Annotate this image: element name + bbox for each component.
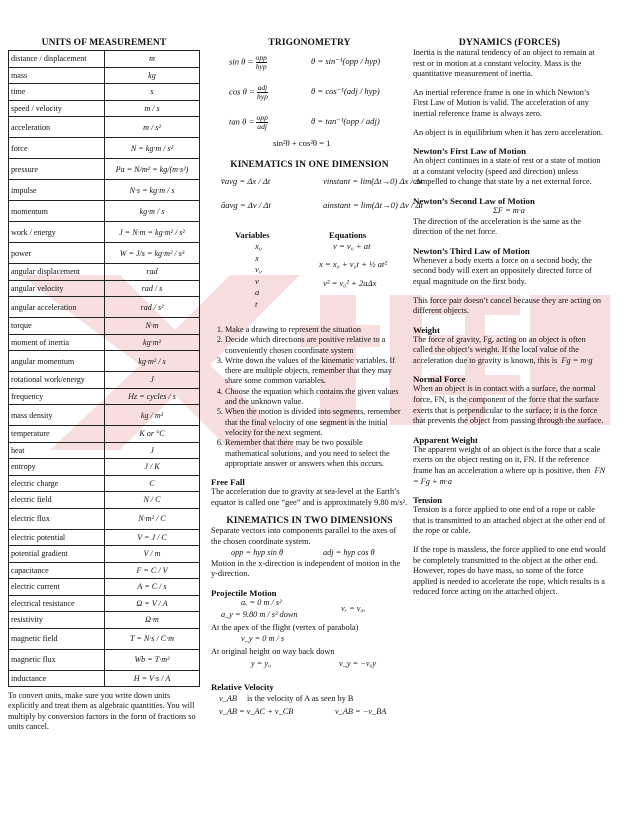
- tension-text2: If the rope is massless, the force applied to one end would be completely transmitted to the object at the other end. However, ropes do have mass, so some of the force applied is needed to accelerate the rope, which results is a reduced force acting on the attached object.: [413, 545, 606, 597]
- pythagorean-identity: sin²θ + cos²θ = 1: [273, 138, 331, 148]
- projectile-title: Projectile Motion: [211, 587, 277, 598]
- units-row: [9, 492, 200, 509]
- eq-1: v = v₀ + at: [333, 241, 371, 251]
- apparent-eq: FN = Fg + m·a: [413, 466, 606, 486]
- asin-eq: θ = sin⁻¹(opp / hyp): [311, 56, 381, 66]
- units-row: [9, 138, 200, 159]
- units-row: [9, 475, 200, 492]
- units-quantity: time: [9, 84, 105, 101]
- aavg-eq: āavg = Δv / Δt: [221, 200, 271, 210]
- law3-title: Newton’s Third Law of Motion: [413, 245, 530, 256]
- vab-desc: is the velocity of A as seen by B: [247, 693, 354, 703]
- kin-step: 2. Decide which directions are positive relative to a conveniently chosen coordinate system: [225, 335, 408, 356]
- kin-variable: x₀: [255, 241, 262, 251]
- law1-text: An object continues in a state of rest or a state of motion at a constant velocity (speed and direction) unless compelled to change that state by a net external force.: [413, 156, 601, 187]
- equilibrium-text: An object is in equilibrium when it has zero acceleration.: [413, 127, 603, 137]
- units-unit: F = C / V: [105, 562, 200, 579]
- units-quantity: mass: [9, 67, 105, 84]
- units-quantity: electrical resistance: [9, 595, 105, 612]
- units-quantity: heat: [9, 442, 105, 459]
- atan-eq: θ = tan⁻¹(opp / adj): [311, 116, 380, 126]
- vavg-eq: v̄avg = Δx / Δt: [221, 176, 271, 186]
- adj-eq: adj = hyp cos θ: [323, 547, 375, 557]
- units-quantity: pressure: [9, 159, 105, 180]
- units-unit: J = N·m = kg·m² / s²: [105, 222, 200, 243]
- units-quantity: inductance: [9, 670, 105, 687]
- law2-eq: ΣF = m·a: [493, 205, 525, 215]
- units-quantity: angular velocity: [9, 280, 105, 297]
- units-row: [9, 546, 200, 563]
- kin-step: 3. Write down the values of the kinematic variables. If there are multiple objects, remember that they may share some common variables.: [225, 356, 408, 387]
- units-unit: H = V·s / A: [105, 670, 200, 687]
- units-unit: N / C: [105, 492, 200, 509]
- normal-text: When an object is in contact with a surface, the normal force, FN, is the component of the force that the surface exerts that is perpendicular to the surface; it is the force that prevents the object from passing through the surface.: [413, 384, 604, 426]
- ay-eq: a_y = 9.80 m / s² down: [221, 609, 298, 619]
- law3-note: This force pair doesn’t cancel because they are acting on different objects.: [413, 295, 602, 316]
- units-column: [8, 38, 200, 733]
- weight-eq: Fg = m·g: [561, 355, 593, 365]
- units-unit: K or °C: [105, 426, 200, 443]
- units-unit: C: [105, 475, 200, 492]
- kin2-text2: Motion in the x-direction is independent of motion in the y-direction.: [211, 558, 401, 579]
- kinematics-column: [211, 38, 423, 726]
- units-unit: Ω·m: [105, 612, 200, 629]
- units-quantity: impulse: [9, 180, 105, 201]
- units-quantity: work / energy: [9, 222, 105, 243]
- tension-title: Tension: [413, 495, 443, 506]
- units-unit: J: [105, 442, 200, 459]
- trig-title: TRIGONOMETRY: [268, 38, 351, 48]
- freefall-title: Free Fall: [211, 477, 245, 488]
- units-row: [9, 595, 200, 612]
- units-row: [9, 159, 200, 180]
- units-table: [8, 50, 200, 687]
- units-row: [9, 201, 200, 222]
- units-unit: Hz = cycles / s: [105, 388, 200, 405]
- units-row: [9, 649, 200, 670]
- units-unit: N·s = kg·m / s: [105, 180, 200, 201]
- kin1-title: KINEMATICS IN ONE DIMENSION: [230, 160, 389, 170]
- kin-variable: v: [255, 275, 259, 286]
- ax-eq: aₓ = 0 m / s²: [241, 597, 282, 607]
- units-row: [9, 264, 200, 281]
- frame-text: An inertial reference frame is one in which Newton’s First Law of Motion is valid. The acceleration of any inertial reference frame is always zero.: [413, 87, 590, 118]
- ground-text: At original height on way back down: [211, 646, 335, 656]
- units-unit: m / s: [105, 100, 200, 117]
- vinst-eq: vinstant = lim(Δt→0) Δx / Δt: [323, 176, 423, 186]
- units-unit: kg / m³: [105, 405, 200, 426]
- units-quantity: temperature: [9, 426, 105, 443]
- units-unit: A = C / s: [105, 579, 200, 596]
- units-title: UNITS OF MEASUREMENT: [41, 38, 167, 48]
- units-quantity: force: [9, 138, 105, 159]
- vab-neg: v_AB = −v_BA: [335, 706, 387, 716]
- units-quantity: angular acceleration: [9, 297, 105, 318]
- vars-head: Variables: [235, 230, 270, 240]
- kin-variable: a: [255, 287, 260, 297]
- law2-title: Newton’s Second Law of Motion: [413, 195, 535, 206]
- kin1-definitions: [211, 170, 423, 230]
- units-unit: Wb = T·m²: [105, 649, 200, 670]
- units-unit: J: [105, 372, 200, 389]
- tan-label: tan θ =: [229, 116, 255, 127]
- units-unit: rad: [105, 264, 200, 281]
- weight-title: Weight: [413, 324, 440, 335]
- units-quantity: frequency: [9, 388, 105, 405]
- units-row: [9, 100, 200, 117]
- units-row: [9, 579, 200, 596]
- units-row: [9, 243, 200, 264]
- cos-label: cos θ =: [229, 86, 255, 97]
- kin-step: 5. When the motion is divided into segments, remember that the final velocity of one segment is the initial velocity for the next segment.: [225, 407, 408, 438]
- units-row: [9, 280, 200, 297]
- units-unit: N = kg·m / s²: [105, 138, 200, 159]
- units-unit: s: [105, 84, 200, 101]
- kin2-text1: Separate vectors into components parallel to the axes of the chosen coordinate system.: [211, 526, 397, 546]
- units-row: [9, 388, 200, 405]
- units-unit: m / s²: [105, 117, 200, 138]
- units-unit: rad / s: [105, 280, 200, 297]
- units-row: [9, 51, 200, 68]
- normal-title: Normal Force: [413, 374, 466, 385]
- units-unit: N·m: [105, 318, 200, 335]
- units-row: [9, 426, 200, 443]
- units-quantity: angular displacement: [9, 264, 105, 281]
- units-row: [9, 222, 200, 243]
- units-row: [9, 67, 200, 84]
- units-quantity: power: [9, 243, 105, 264]
- units-row: [9, 612, 200, 629]
- weight-text: The force of gravity, Fg, acting on an object is often called the object’s weight. If the local value of the acceleration due to gravity is known, this is: [413, 334, 586, 365]
- units-quantity: acceleration: [9, 117, 105, 138]
- tension-text1: Tension is a force applied to one end of a rope or cable that is transmitted to an attached object at the other end of the rope or cable.: [413, 505, 606, 536]
- dyn-title: DYNAMICS (FORCES): [458, 38, 561, 48]
- units-quantity: resistivity: [9, 612, 105, 629]
- units-row: [9, 180, 200, 201]
- units-quantity: capacitance: [9, 562, 105, 579]
- units-row: [9, 84, 200, 101]
- kin-variable: x: [255, 252, 259, 263]
- vy-eq: v_y = −v₀y: [339, 658, 377, 668]
- eq-3: v² = v₀² + 2aΔx: [323, 278, 377, 288]
- cos-fraction: $\frac{\text{adj}}{\text{hyp}}$: [256, 83, 268, 101]
- units-unit: W = J/s = kg·m² / s³: [105, 243, 200, 264]
- law3-text: Whenever a body exerts a force on a second body, the second body will exert an oppositely directed force of equal magnitude on the first body.: [413, 255, 592, 286]
- units-row: [9, 529, 200, 546]
- trig-equations: [211, 48, 408, 152]
- apparent-title: Apparent Weight: [413, 434, 478, 445]
- sin-fraction: $\frac{\text{opp}}{\text{hyp}}$: [255, 53, 267, 71]
- kin1-steps: [211, 325, 408, 469]
- units-row: [9, 405, 200, 426]
- units-note: To convert units, make sure you write down units explicitly and treat them as algebraic quantities. You will multiply by conversion factors in the form of fractions so units cancel.: [8, 691, 196, 732]
- vy-zero-eq: v_y = 0 m / s: [241, 633, 285, 643]
- relvel-title: Relative Velocity: [211, 681, 274, 692]
- units-row: [9, 442, 200, 459]
- units-unit: V / m: [105, 546, 200, 563]
- units-unit: Ω = V / A: [105, 595, 200, 612]
- units-quantity: electric field: [9, 492, 105, 509]
- projectile-equations: [211, 598, 408, 682]
- units-unit: T = N·s / C·m: [105, 628, 200, 649]
- units-quantity: momentum: [9, 201, 105, 222]
- units-quantity: electric potential: [9, 529, 105, 546]
- units-quantity: magnetic field: [9, 628, 105, 649]
- units-quantity: distance / displacement: [9, 51, 105, 68]
- kin-step: 4. Choose the equation which contains the given values and the unknown value.: [225, 387, 408, 408]
- units-unit: V = J / C: [105, 529, 200, 546]
- units-row: [9, 459, 200, 476]
- units-unit: J / K: [105, 459, 200, 476]
- law2-text: The direction of the acceleration is the same as the direction of the net force.: [413, 216, 581, 237]
- acos-eq: θ = cos⁻¹(adj / hyp): [311, 86, 380, 96]
- units-quantity: rotational work/energy: [9, 372, 105, 389]
- units-quantity: entropy: [9, 459, 105, 476]
- units-quantity: mass density: [9, 405, 105, 426]
- kin-variable: t: [255, 298, 258, 309]
- y-eq: y = y₀: [251, 658, 271, 668]
- kin1-variables: [211, 230, 408, 325]
- vars-list: [255, 241, 262, 310]
- units-row: [9, 628, 200, 649]
- units-quantity: speed / velocity: [9, 100, 105, 117]
- units-unit: kg·m²: [105, 334, 200, 351]
- vab-symbol: v_AB: [219, 693, 237, 703]
- apex-text: At the apex of the flight (vertex of parabola): [211, 622, 359, 632]
- relvel-equations: [211, 692, 408, 726]
- dynamics-column: [413, 38, 606, 598]
- units-unit: m: [105, 51, 200, 68]
- units-unit: rad / s²: [105, 297, 200, 318]
- kin-step: 6. Remember that there may be two possible mathematical solutions, and you need to select the appropriate answer or answers when this occurs.: [225, 438, 408, 469]
- units-row: [9, 334, 200, 351]
- units-quantity: electric charge: [9, 475, 105, 492]
- apparent-text: The apparent weight of an object is the force that a scale exerts on the object resting on it, FN. If the reference frame has an acceleration a where up is positive, then: [413, 444, 601, 476]
- units-quantity: electric flux: [9, 508, 105, 529]
- kin-step: 1. Make a drawing to represent the situation: [225, 325, 408, 335]
- units-quantity: torque: [9, 318, 105, 335]
- opp-eq: opp = hyp sin θ: [231, 547, 284, 557]
- units-unit: kg·m² / s: [105, 351, 200, 372]
- units-quantity: electric current: [9, 579, 105, 596]
- kin-variable: v₀: [255, 264, 262, 274]
- ainst-eq: ainstant = lim(Δt→0) Δv / Δt: [323, 200, 423, 210]
- vx-eq: vₓ = v₀ₓ: [341, 603, 366, 613]
- eqs-head: Equations: [329, 230, 367, 240]
- units-quantity: angular momentum: [9, 351, 105, 372]
- units-unit: Pa = N/m² = kg/(m·s²): [105, 159, 200, 180]
- units-quantity: moment of inertia: [9, 334, 105, 351]
- units-row: [9, 562, 200, 579]
- law1-title: Newton’s First Law of Motion: [413, 146, 527, 157]
- units-row: [9, 670, 200, 687]
- units-unit: N·m² / C: [105, 508, 200, 529]
- sin-label: sin θ =: [229, 56, 254, 67]
- units-quantity: magnetic flux: [9, 649, 105, 670]
- units-row: [9, 117, 200, 138]
- units-row: [9, 318, 200, 335]
- kin2-title: KINEMATICS IN TWO DIMENSIONS: [226, 516, 393, 527]
- units-row: [9, 372, 200, 389]
- units-row: [9, 351, 200, 372]
- freefall-text: The acceleration due to gravity at sea-level at the Earth’s equator is called one “gee” and is approximately 9.80 m/s².: [211, 487, 408, 507]
- eq-2: x = x₀ + v₀t + ½ at²: [319, 259, 387, 269]
- units-row: [9, 297, 200, 318]
- vab-sum: v_AB = v_AC + v_CB: [219, 706, 294, 716]
- units-row: [9, 508, 200, 529]
- units-unit: kg: [105, 67, 200, 84]
- units-unit: kg·m / s: [105, 201, 200, 222]
- units-quantity: potential gradient: [9, 546, 105, 563]
- inertia-text: Inertia is the natural tendency of an object to remain at rest or in motion at a constant velocity. Mass is the quantitative measurement of inertia.: [413, 48, 595, 79]
- tan-fraction: $\frac{\text{opp}}{\text{adj}}$: [256, 113, 268, 131]
